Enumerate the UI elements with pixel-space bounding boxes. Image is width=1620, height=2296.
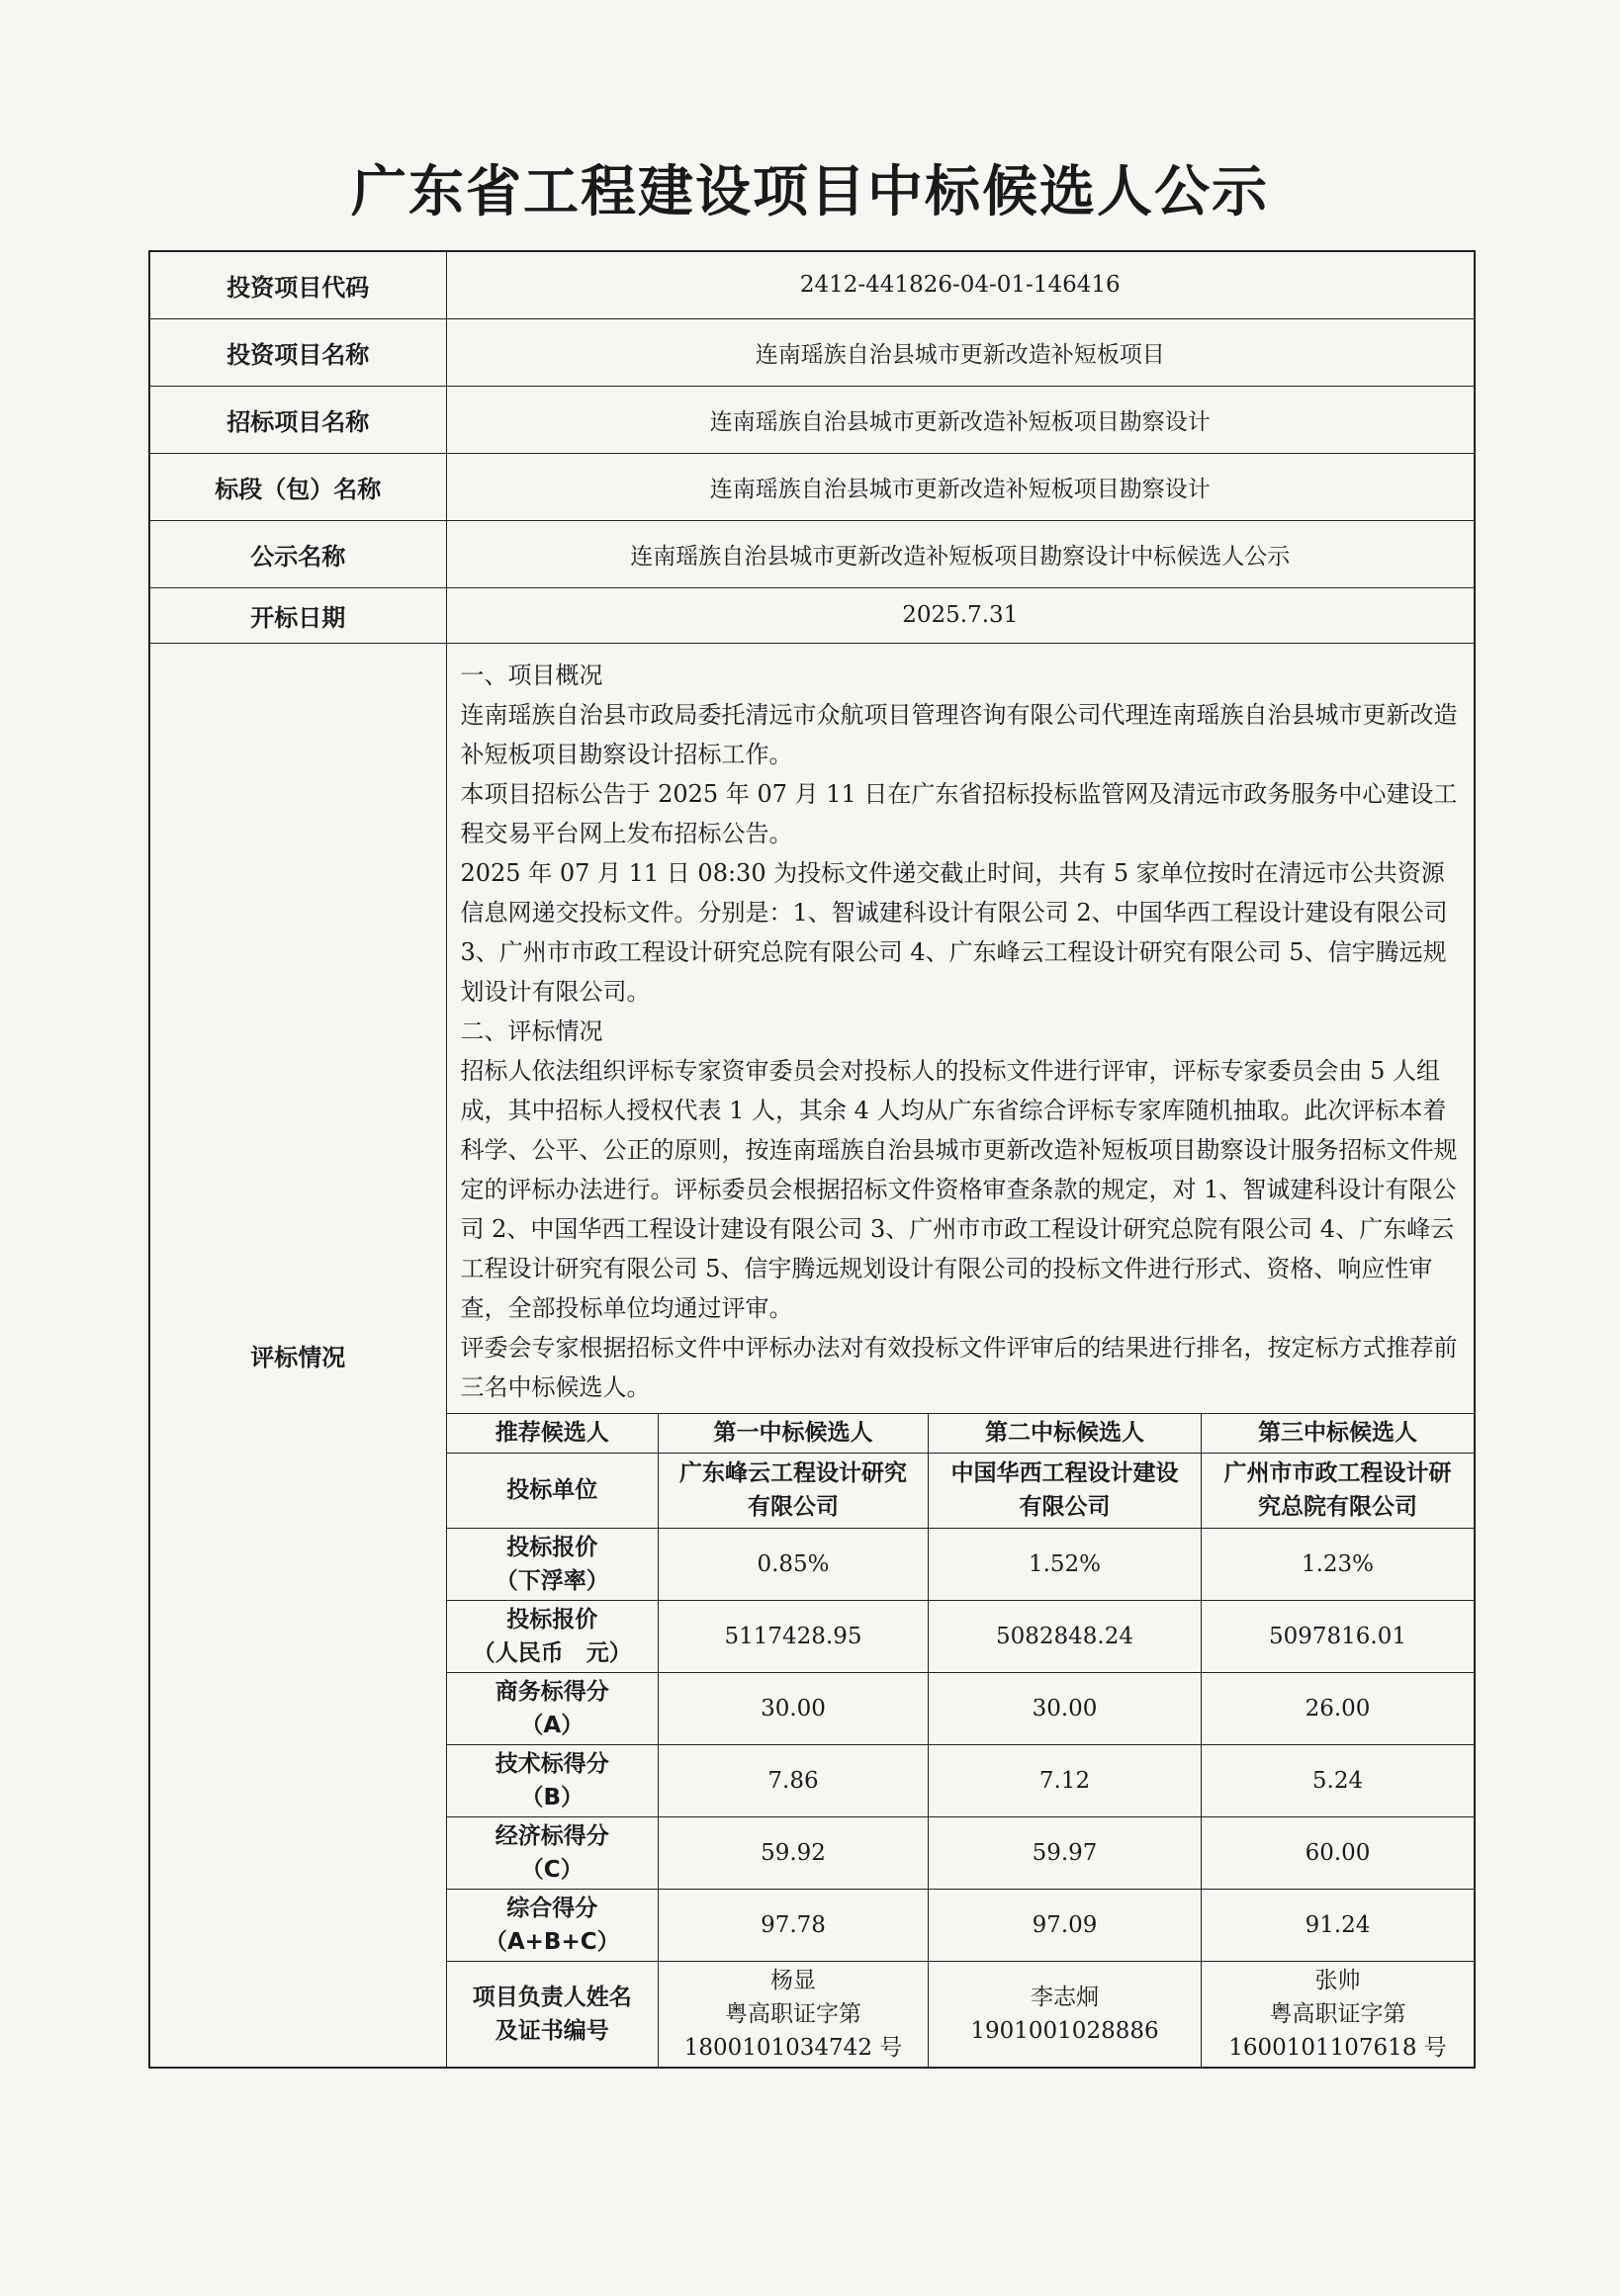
- row-label: [447, 1889, 659, 1961]
- row-label-line: 项目负责人姓名: [472, 1984, 632, 2010]
- cell-line: 59.97: [1032, 1839, 1098, 1866]
- row-value: 连南瑶族自治县城市更新改造补短板项目勘察设计: [446, 453, 1475, 520]
- candidate-cell: [659, 1528, 929, 1600]
- cell-line: 1800101034742 号: [683, 2034, 903, 2061]
- cell-line: 1901001028886: [970, 2017, 1159, 2044]
- header-cell: 第三中标候选人: [1202, 1413, 1475, 1453]
- row-label-line: 及证书编号: [495, 2017, 609, 2044]
- candidate-table: [447, 1413, 1475, 2067]
- cell-line: 97.09: [1032, 1911, 1098, 1938]
- row-label: [447, 1600, 659, 1672]
- row-label-line: 投标单位: [506, 1477, 598, 1503]
- cell-line: 5082848.24: [995, 1623, 1133, 1649]
- eval-paragraph: 二、评标情况: [460, 1016, 603, 1045]
- cell-line: 97.78: [761, 1911, 826, 1938]
- info-row: [149, 520, 1475, 587]
- cell-line: 5.24: [1311, 1767, 1364, 1794]
- cell-line: 广东峰云工程设计研究: [679, 1460, 907, 1486]
- candidate-cell: [659, 1816, 929, 1889]
- cell-line: 0.85%: [757, 1550, 830, 1577]
- row-label: [447, 1961, 659, 2067]
- candidate-cell: [659, 1453, 929, 1528]
- candidate-cell: [659, 1961, 929, 2067]
- candidate-row: [447, 1672, 1475, 1744]
- info-row: [149, 453, 1475, 520]
- candidate-cell: [929, 1744, 1202, 1816]
- eval-paragraph: 连南瑶族自治县市政局委托清远市众航项目管理咨询有限公司代理连南瑶族自治县城市更新改造补短板项目勘察设计招标工作。: [460, 700, 1458, 768]
- row-label: 招标项目名称: [149, 386, 446, 453]
- cell-line: 1.52%: [1028, 1550, 1102, 1577]
- cell-line: 91.24: [1305, 1911, 1371, 1938]
- eval-paragraph: 一、项目概况: [460, 661, 603, 689]
- candidate-row: [447, 1600, 1475, 1672]
- header-cell: 推荐候选人: [447, 1413, 659, 1453]
- row-label-line: 经济标得分: [495, 1822, 609, 1849]
- cell-line: 有限公司: [1019, 1494, 1111, 1520]
- row-value: 连南瑶族自治县城市更新改造补短板项目: [446, 318, 1475, 386]
- eval-paragraph: 2025 年 07 月 11 日 08:30 为投标文件递交截止时间，共有 5 家单位按时在清远市公共资源信息网递交投标文件。分别是：1、智诚建科设计有限公司 2、中国华西工程设计建设有限公司 3、广州市市政工程设计研究总院有限公司 4、广东峰云工程设计研究有限公司 5、信宇腾远规划设计有限公司。: [460, 858, 1448, 1006]
- candidate-row: [447, 1528, 1475, 1600]
- row-label-line: （B）: [520, 1784, 585, 1810]
- candidate-cell: [659, 1744, 929, 1816]
- candidate-cell: [929, 1528, 1202, 1600]
- eval-text: [461, 656, 1463, 1407]
- eval-paragraph: 评委会专家根据招标文件中评标办法对有效投标文件评审后的结果进行排名，按定标方式推荐前三名中标候选人。: [460, 1333, 1458, 1401]
- candidate-cell: [1202, 1961, 1475, 2067]
- candidate-cell: [1202, 1744, 1475, 1816]
- cell-line: 究总院有限公司: [1258, 1494, 1417, 1520]
- candidate-cell: [929, 1672, 1202, 1744]
- row-label: [447, 1453, 659, 1528]
- row-label: [447, 1816, 659, 1889]
- row-label: [447, 1744, 659, 1816]
- notice-table: [148, 250, 1476, 2069]
- cell-line: 张帅: [1314, 1967, 1361, 1993]
- row-label-line: 商务标得分: [495, 1678, 609, 1705]
- cell-line: 1.23%: [1301, 1550, 1375, 1577]
- row-label: 开标日期: [149, 587, 446, 643]
- cell-line: 有限公司: [748, 1494, 839, 1520]
- candidate-row: [447, 1816, 1475, 1889]
- cell-line: 中国华西工程设计建设: [950, 1460, 1179, 1486]
- candidate-cell: [1202, 1528, 1475, 1600]
- candidate-row: [447, 1453, 1475, 1528]
- cell-line: 1600101107618 号: [1228, 2034, 1447, 2061]
- row-label-line: （A）: [520, 1712, 585, 1738]
- row-label-line: 综合得分（A+B+C）: [484, 1895, 620, 1955]
- candidate-cell: [1202, 1453, 1475, 1528]
- candidate-cell: [929, 1889, 1202, 1961]
- cell-line: 60.00: [1305, 1839, 1371, 1866]
- row-label-line: （C）: [520, 1856, 584, 1883]
- eval-paragraph: 本项目招标公告于 2025 年 07 月 11 日在广东省招标投标监管网及清远市政务服务中心建设工程交易平台网上发布招标公告。: [460, 779, 1458, 847]
- candidate-cell: [659, 1889, 929, 1961]
- info-row: [149, 386, 1475, 453]
- cell-line: 30.00: [761, 1695, 826, 1722]
- cell-line: 7.86: [767, 1767, 819, 1794]
- row-label-line: 投标报价: [506, 1606, 598, 1633]
- info-row: [149, 587, 1475, 643]
- candidate-row: [447, 1744, 1475, 1816]
- row-value: 连南瑶族自治县城市更新改造补短板项目勘察设计中标候选人公示: [446, 520, 1475, 587]
- candidate-cell: [929, 1600, 1202, 1672]
- row-label: 投资项目代码: [149, 251, 446, 318]
- cell-line: 5097816.01: [1268, 1623, 1406, 1649]
- row-label: 标段（包）名称: [149, 453, 446, 520]
- eval-row: [149, 643, 1475, 2068]
- row-value: 连南瑶族自治县城市更新改造补短板项目勘察设计: [446, 386, 1475, 453]
- candidate-cell: [929, 1816, 1202, 1889]
- candidate-cell: [659, 1672, 929, 1744]
- cell-line: 26.00: [1305, 1695, 1371, 1722]
- cell-line: 5117428.95: [724, 1623, 862, 1649]
- cell-line: 李志炯: [1031, 1984, 1099, 2010]
- candidate-cell: [929, 1961, 1202, 2067]
- row-label-line: 技术标得分: [495, 1750, 609, 1777]
- candidate-cell: [929, 1453, 1202, 1528]
- row-label: 公示名称: [149, 520, 446, 587]
- candidate-cell: [659, 1600, 929, 1672]
- candidate-cell: [1202, 1672, 1475, 1744]
- candidate-row: [447, 1889, 1475, 1961]
- row-label-line: （人民币 元）: [472, 1639, 632, 1666]
- eval-paragraph: 招标人依法组织评标专家资审委员会对投标人的投标文件进行评审，评标专家委员会由 5 人组成，其中招标人授权代表 1 人，其余 4 人均从广东省综合评标专家库随机抽取。此次评标本着科学、公平、公正的原则，按连南瑶族自治县城市更新改造补短板项目勘察设计服务招标文件规定的评标办法进行。评标委员会根据招标文件资格审查条款的规定，对 1、智诚建科设计有限公司 2、中国华西工程设计建设有限公司 3、广州市市政工程设计研究总院有限公司 4、广东峰云工程设计研究有限公司 5、信宇腾远规划设计有限公司的投标文件进行形式、资格、响应性审查，全部投标单位均通过评审。: [460, 1056, 1458, 1322]
- header-cell: 第一中标候选人: [659, 1413, 929, 1453]
- eval-label: 评标情况: [149, 643, 446, 2068]
- row-value: 2025.7.31: [446, 587, 1475, 643]
- header-cell: 第二中标候选人: [929, 1413, 1202, 1453]
- info-row: [149, 318, 1475, 386]
- cell-line: 7.12: [1038, 1767, 1091, 1794]
- candidate-cell: [1202, 1600, 1475, 1672]
- cell-line: 30.00: [1032, 1695, 1098, 1722]
- page-title: 广东省工程建设项目中标候选人公示: [351, 160, 1269, 224]
- candidate-cell: [1202, 1889, 1475, 1961]
- candidate-cell: [1202, 1816, 1475, 1889]
- info-row: [149, 251, 1475, 318]
- cell-line: 杨显: [770, 1967, 816, 1993]
- row-value: 2412-441826-04-01-146416: [446, 251, 1475, 318]
- eval-content: [446, 643, 1475, 2068]
- cell-line: 粤高职证字第: [1269, 2000, 1406, 2027]
- row-label-line: 投标报价: [506, 1534, 598, 1560]
- cell-line: 粤高职证字第: [725, 2000, 861, 2027]
- row-label: [447, 1528, 659, 1600]
- cell-line: 广州市市政工程设计研: [1223, 1460, 1452, 1486]
- cell-line: 59.92: [761, 1839, 826, 1866]
- row-label-line: （下浮率）: [495, 1567, 609, 1594]
- candidate-header-row: [447, 1413, 1475, 1453]
- row-label: [447, 1672, 659, 1744]
- candidate-row: [447, 1961, 1475, 2067]
- row-label: 投资项目名称: [149, 318, 446, 386]
